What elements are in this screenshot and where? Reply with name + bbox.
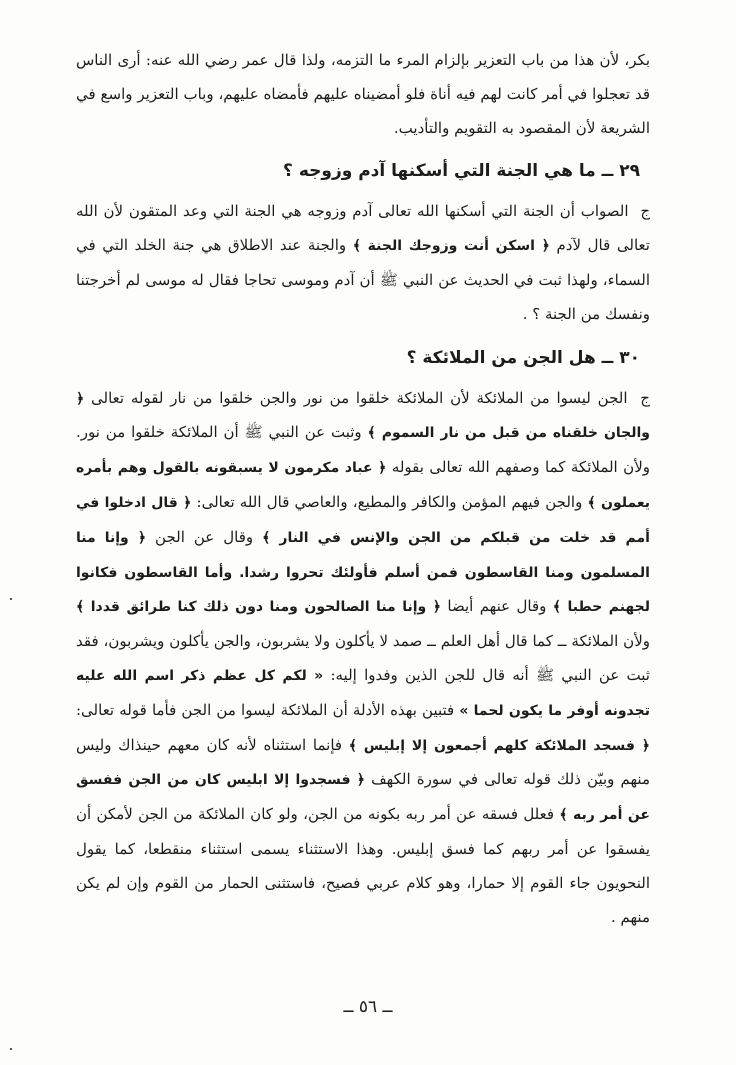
margin-mark (10, 1048, 12, 1050)
answer-text: وقال عن الجن (155, 527, 254, 546)
intro-text: بكر، لأن هذا من باب التعزير بإلزام المرء ما التزمه، ولذا قال عمر رضي الله عنه: أرى الناس قد تعجلوا في أمر كانت لهم فيه أناة فلو أمضيناه عليهم فأمضاه عليهم، وباب التعزير واسع في الشريعة لأن المقصود به التقويم والتأديب. (76, 51, 650, 137)
quran-quote: ﴿ فسجدوا إلا ابليس كان من الجن ففسق عن أمر ربه ﴾ (76, 772, 650, 824)
question-29-heading: ٢٩ ــ ما هي الجنة التي أسكنها آدم وزوجه ؟ (283, 161, 640, 182)
answer-text: الجن ليسوا من الملائكة لأن الملائكة خلقوا من نور والجن خلقوا من نار لقوله تعالى (91, 388, 628, 407)
hadith-quote: « لكم كل عظم ذكر اسم الله عليه تجدونه أوفر ما يكون لحما » (76, 667, 650, 719)
quran-quote: ﴿ وإنا منا الصالحون ومنا دون ذلك كنا طرائق قددا ﴾ (76, 599, 441, 616)
page-number: ــ ٥٦ ــ (343, 997, 393, 1017)
question-30-answer (76, 382, 650, 935)
answer-text: فإنما استثناه لأنه كان معهم حينذاك وليس منهم وبيّن ذلك قوله تعالى في سورة الكهف (76, 735, 650, 789)
answer-text: الصواب أن الجنة التي أسكنها الله تعالى آدم وزوجه هي الجنة التي وعد المتقون لأن الله تعالى قال لآدم (76, 202, 650, 255)
page-body (76, 44, 650, 934)
question-30-heading: ٣٠ ــ هل الجن من الملائكة ؟ (406, 347, 640, 368)
quran-quote: ﴿ فسجد الملائكة كلهم أجمعون إلا إبليس ﴾ (348, 737, 650, 754)
answer-text: والجن فيهم المؤمن والكافر والمطيع، والعاصي قال الله تعالى: (196, 492, 583, 511)
quran-quote: ﴿ قال ادخلوا في أمم قد خلت من قبلكم من الجن والإنس في النار ﴾ (76, 494, 650, 546)
question-29-answer (76, 195, 650, 331)
answer-marker: ج (640, 202, 650, 221)
answer-text: فعلل فسقه عن أمر ربه بكونه من الجن، ولو كان الملائكة من الجن لأمكن أن يفسقوا عن أمر ربهم كما فسق إبليس. وهذا الاستثناء يسمى استثناء منقطعا، كما يقول النحويون جاء القوم إلا حمارا، وهو كلام عربي فصيح، فاستثنى الحمار من القوم وإن لم يكن منهم . (76, 805, 650, 926)
quran-quote: ﴿ اسكن أنت وزوجك الجنة ﴾ (352, 238, 550, 255)
answer-text: فتبين بهذه الأدلة أن الملائكة ليسوا من الجن فأما قوله تعالى: (76, 700, 455, 719)
intro-paragraph (76, 44, 650, 145)
answer-text: وقال عنهم أيضا (447, 597, 547, 616)
quran-quote: ﴿ عباد مكرمون لا يسبقونه بالقول وهم بأمره يعملون ﴾ (76, 460, 650, 511)
quran-quote: ﴿ والجان خلقناه من قبل من نار السموم ﴾ (76, 390, 651, 442)
quran-quote: ﴿ وإنا منا المسلمون ومنا القاسطون فمن أسلم فأولئك تحروا رشدا. وأما القاسطون فكانوا لجهنم حطبا ﴾ (76, 529, 651, 616)
answer-text: وثبت عن النبي ﷺ أن الملائكة خلقوا من نور. ولأن الملائكة كما وصفهم الله تعالى بقوله (76, 423, 650, 477)
margin-mark (10, 598, 12, 600)
answer-text: والجنة عند الاطلاق هي جنة الخلد التي في السماء، ولهذا ثبت في الحديث عن النبي ﷺ أن آدم وموسى تحاجا فقال له موسى لم أخرجتنا ونفسك من الجنة ؟ . (76, 236, 650, 323)
answer-text: ولأن الملائكة ــ كما قال أهل العلم ــ صمد لا يأكلون ولا يشربون، والجن يأكلون ويشربون، فقد ثبت عن النبي ﷺ أنه قال للجن الذين وفدوا إليه: (76, 632, 650, 684)
answer-marker: ج (640, 388, 650, 407)
